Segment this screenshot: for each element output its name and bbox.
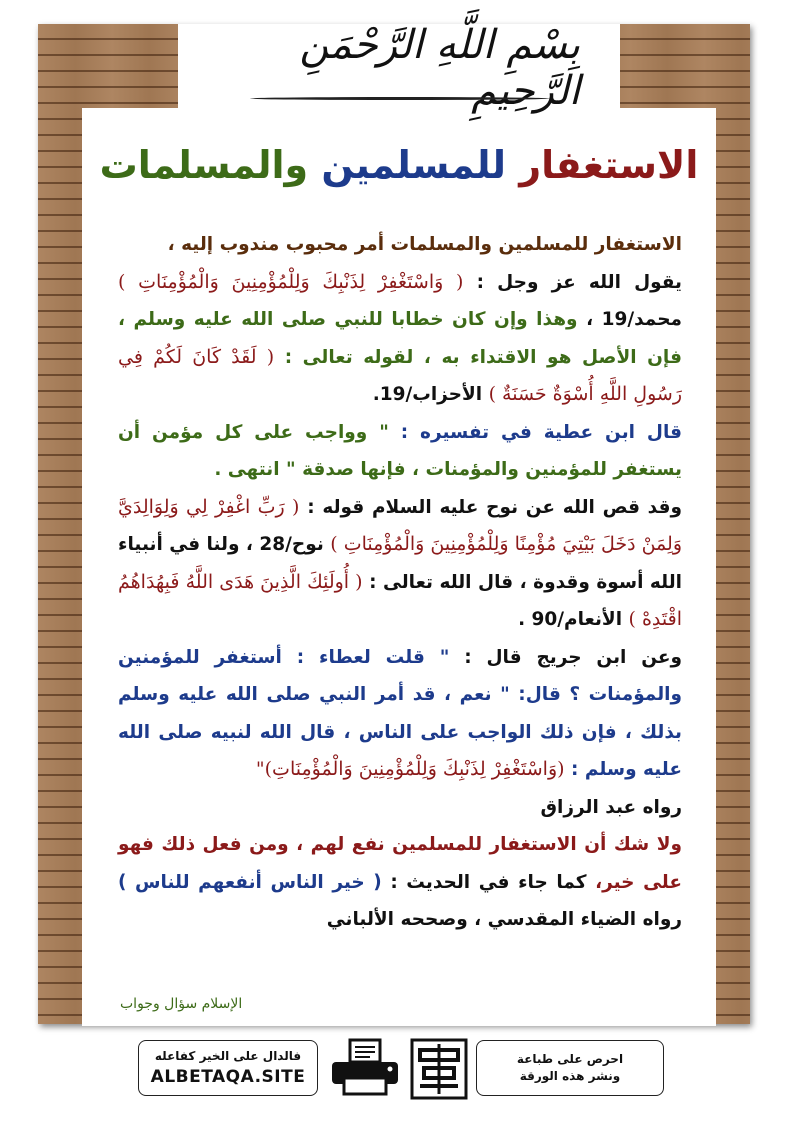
footer-print-notice: احرص على طباعة ونشر هذه الورقة (476, 1040, 664, 1096)
printer-icon (328, 1038, 402, 1098)
hadith: ( خير الناس أنفعهم للناس ) (118, 871, 382, 893)
albetaqa-logo (410, 1038, 468, 1100)
footer-bar (138, 1038, 662, 1104)
paragraph-6: ولا شك أن الاستغفار للمسلمين نفع لهم ، ومن فعل ذلك فهو على خير، كما جاء في الحديث : ( خير الناس أنفعهم للناس ) رواه الضياء المقدسي ، وصححه الألباني (118, 834, 682, 930)
paragraph-4: وقد قص الله عن نوح عليه السلام قوله : ( رَبِّ اغْفِرْ لِي وَلِوَالِدَيَّ وَلِمَنْ دَخَلَ بَيْتِيَ مُؤْمِنًا وَلِلْمُؤْمِنِينَ وَالْمُؤْمِنَاتِ ) نوح/28 ، ولنا في أنبياء الله أسوة وقدوة ، قال الله تعالى : ( أُولَئِكَ الَّذِينَ هَدَى اللَّهُ فَبِهُدَاهُمُ اقْتَدِهْ ) الأنعام/90 . (118, 495, 683, 630)
website-link[interactable]: ALBETAQA.SITE (150, 1066, 306, 1087)
calligraphy-swash (250, 97, 550, 100)
quran-verse: ( رَبِّ اغْفِرْ لِي وَلِوَالِدَيَّ وَلِمَنْ دَخَلَ بَيْتِيَ مُؤْمِنًا وَلِلْمُؤْمِنِينَ وَالْمُؤْمِنَاتِ ) (118, 495, 683, 555)
narration-reference: رواه عبد الرزاق (540, 796, 682, 818)
title-word-1: الاستغفار (519, 143, 699, 187)
verse-reference: نوح/28 ، (245, 534, 324, 555)
basmala-calligraphy: بِسْمِ اللَّهِ الرَّحْمَنِ الرَّحِيمِ (220, 26, 580, 110)
quran-verse: ( أُولَئِكَ الَّذِينَ هَدَى اللَّهُ فَبِهُدَاهُمُ اقْتَدِهْ ) (118, 570, 682, 630)
footer-slogan: فالدال على الخير كفاعله (154, 1048, 302, 1063)
paragraph-5: وعن ابن جريج قال : " قلت لعطاء : أستغفر للمؤمنين والمؤمنات ؟ قال: " نعم ، قد أمر النبي صلى الله عليه وسلم بذلك ، فإن ذلك الواجب على الناس ، قال الله لنبيه صلى الله عليه وسلم : (وَاسْتَغْفِرْ لِذَنْبِكَ وَلِلْمُؤْمِنِينَ وَالْمُؤْمِنَاتِ)" (118, 646, 682, 780)
verse-reference: الأنعام/90 . (518, 609, 623, 630)
title-word-2: للمسلمين (321, 143, 506, 187)
source-credit: الإسلام سؤال وجواب (120, 996, 243, 1012)
paragraph-2: يقول الله عز وجل : ( وَاسْتَغْفِرْ لِذَنْبِكَ وَلِلْمُؤْمِنِينَ وَالْمُؤْمِنَاتِ ) محمد/19 ، وهذا وإن كان خطابا للنبي صلى الله عليه وسلم ، فإن الأصل هو الاقتداء به ، لقوله تعالى : ( لَقَدْ كَانَ لَكُمْ فِي رَسُولِ اللَّهِ أُسْوَةٌ حَسَنَةٌ ) الأحزاب/19. (118, 270, 682, 405)
title-word-3: والمسلمات (99, 143, 309, 187)
logo-mark-icon (410, 1038, 468, 1100)
paragraph-5-ref (118, 789, 682, 827)
footer-website-box[interactable] (138, 1040, 318, 1096)
paragraph-1: الاستغفار للمسلمين والمسلمات أمر محبوب مندوب إليه ، (167, 234, 682, 255)
paragraph-3: قال ابن عطية في تفسيره : " وواجب على كل مؤمن أن يستغفر للمؤمنين والمؤمنات ، فإنها صدقة " انتهى . (118, 421, 683, 480)
quran-verse: ( وَاسْتَغْفِرْ لِذَنْبِكَ وَلِلْمُؤْمِنِينَ وَالْمُؤْمِنَاتِ ) (118, 270, 464, 293)
hadith-reference: رواه الضياء المقدسي ، وصححه الألباني (326, 909, 682, 930)
page-title (82, 140, 716, 190)
verse-reference: الأحزاب/19. (372, 384, 483, 405)
quran-verse: ( لَقَدْ كَانَ لَكُمْ فِي رَسُولِ اللَّهِ أُسْوَةٌ حَسَنَةٌ ) (118, 345, 682, 405)
quote: " قلت لعطاء : أستغفر للمؤمنين والمؤمنات ؟ قال: " نعم ، قد أمر النبي صلى الله عليه وسلم بذلك ، فإن ذلك الواجب على الناس ، قال الله لنبيه صلى الله عليه وسلم : (118, 646, 682, 780)
verse-reference: محمد/19 ، (586, 309, 682, 330)
quote: " وواجب على كل مؤمن أن يستغفر للمؤمنين والمؤمنات ، فإنها صدقة " انتهى . (118, 421, 682, 480)
article-body (118, 226, 682, 939)
quran-verse: (وَاسْتَغْفِرْ لِذَنْبِكَ وَلِلْمُؤْمِنِينَ وَالْمُؤْمِنَاتِ)" (255, 758, 565, 780)
